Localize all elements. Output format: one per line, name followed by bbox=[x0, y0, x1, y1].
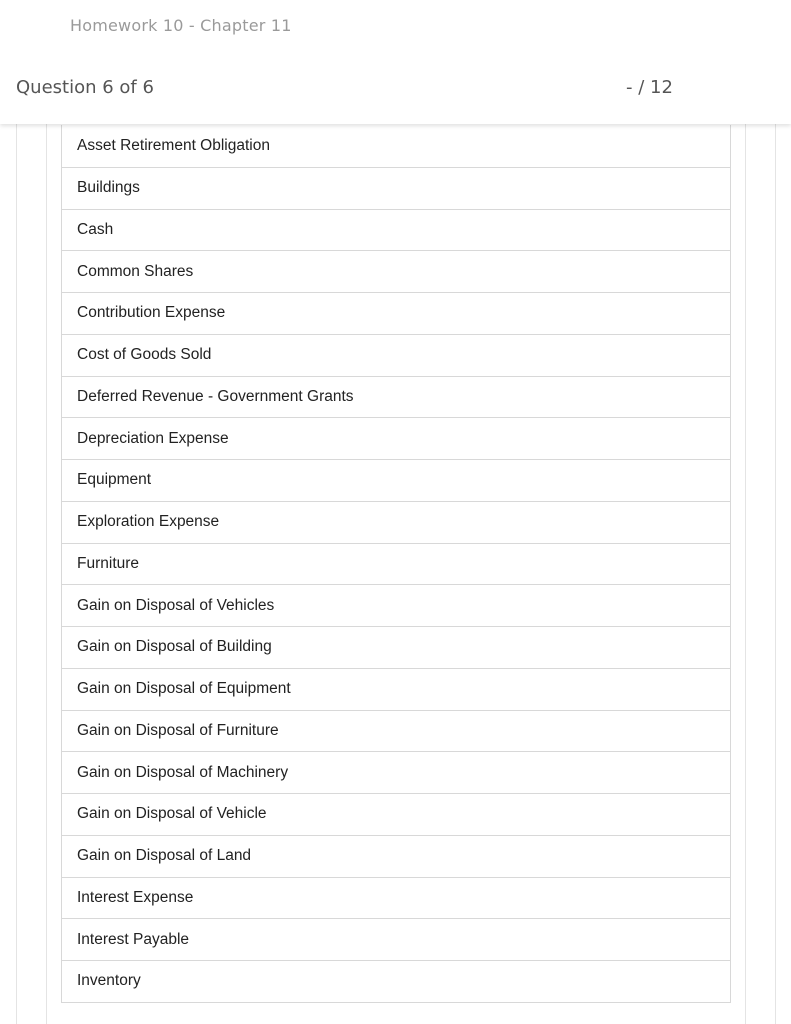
dropdown-option[interactable]: Furniture bbox=[62, 543, 730, 585]
dropdown-option[interactable]: Gain on Disposal of Vehicle bbox=[62, 793, 730, 835]
dropdown-option[interactable]: Common Shares bbox=[62, 250, 730, 292]
dropdown-option[interactable]: Cost of Goods Sold bbox=[62, 334, 730, 376]
dropdown-option[interactable]: Gain on Disposal of Land bbox=[62, 835, 730, 877]
assignment-title: Homework 10 - Chapter 11 bbox=[70, 16, 292, 35]
dropdown-option[interactable]: Depreciation Expense bbox=[62, 417, 730, 459]
dropdown-option[interactable]: Cash bbox=[62, 209, 730, 251]
dropdown-option[interactable]: Gain on Disposal of Vehicles bbox=[62, 584, 730, 626]
dropdown-option[interactable]: Gain on Disposal of Furniture bbox=[62, 710, 730, 752]
question-header bbox=[0, 0, 791, 124]
dropdown-option[interactable]: Inventory bbox=[62, 960, 730, 1002]
dropdown-option[interactable]: Deferred Revenue - Government Grants bbox=[62, 376, 730, 418]
dropdown-option[interactable]: Equipment bbox=[62, 459, 730, 501]
dropdown-option[interactable]: Gain on Disposal of Machinery bbox=[62, 751, 730, 793]
question-score: - / 12 bbox=[626, 77, 673, 98]
dropdown-option[interactable]: Gain on Disposal of Building bbox=[62, 626, 730, 668]
dropdown-option[interactable]: Contribution Expense bbox=[62, 292, 730, 334]
account-dropdown-list bbox=[61, 125, 731, 1003]
dropdown-option[interactable]: Interest Expense bbox=[62, 877, 730, 919]
dropdown-option[interactable]: Gain on Disposal of Equipment bbox=[62, 668, 730, 710]
dropdown-option[interactable]: Buildings bbox=[62, 167, 730, 209]
question-number: Question 6 of 6 bbox=[16, 77, 154, 98]
dropdown-option[interactable]: Exploration Expense bbox=[62, 501, 730, 543]
dropdown-option[interactable]: Interest Payable bbox=[62, 918, 730, 960]
dropdown-option[interactable]: Asset Retirement Obligation bbox=[77, 136, 270, 154]
